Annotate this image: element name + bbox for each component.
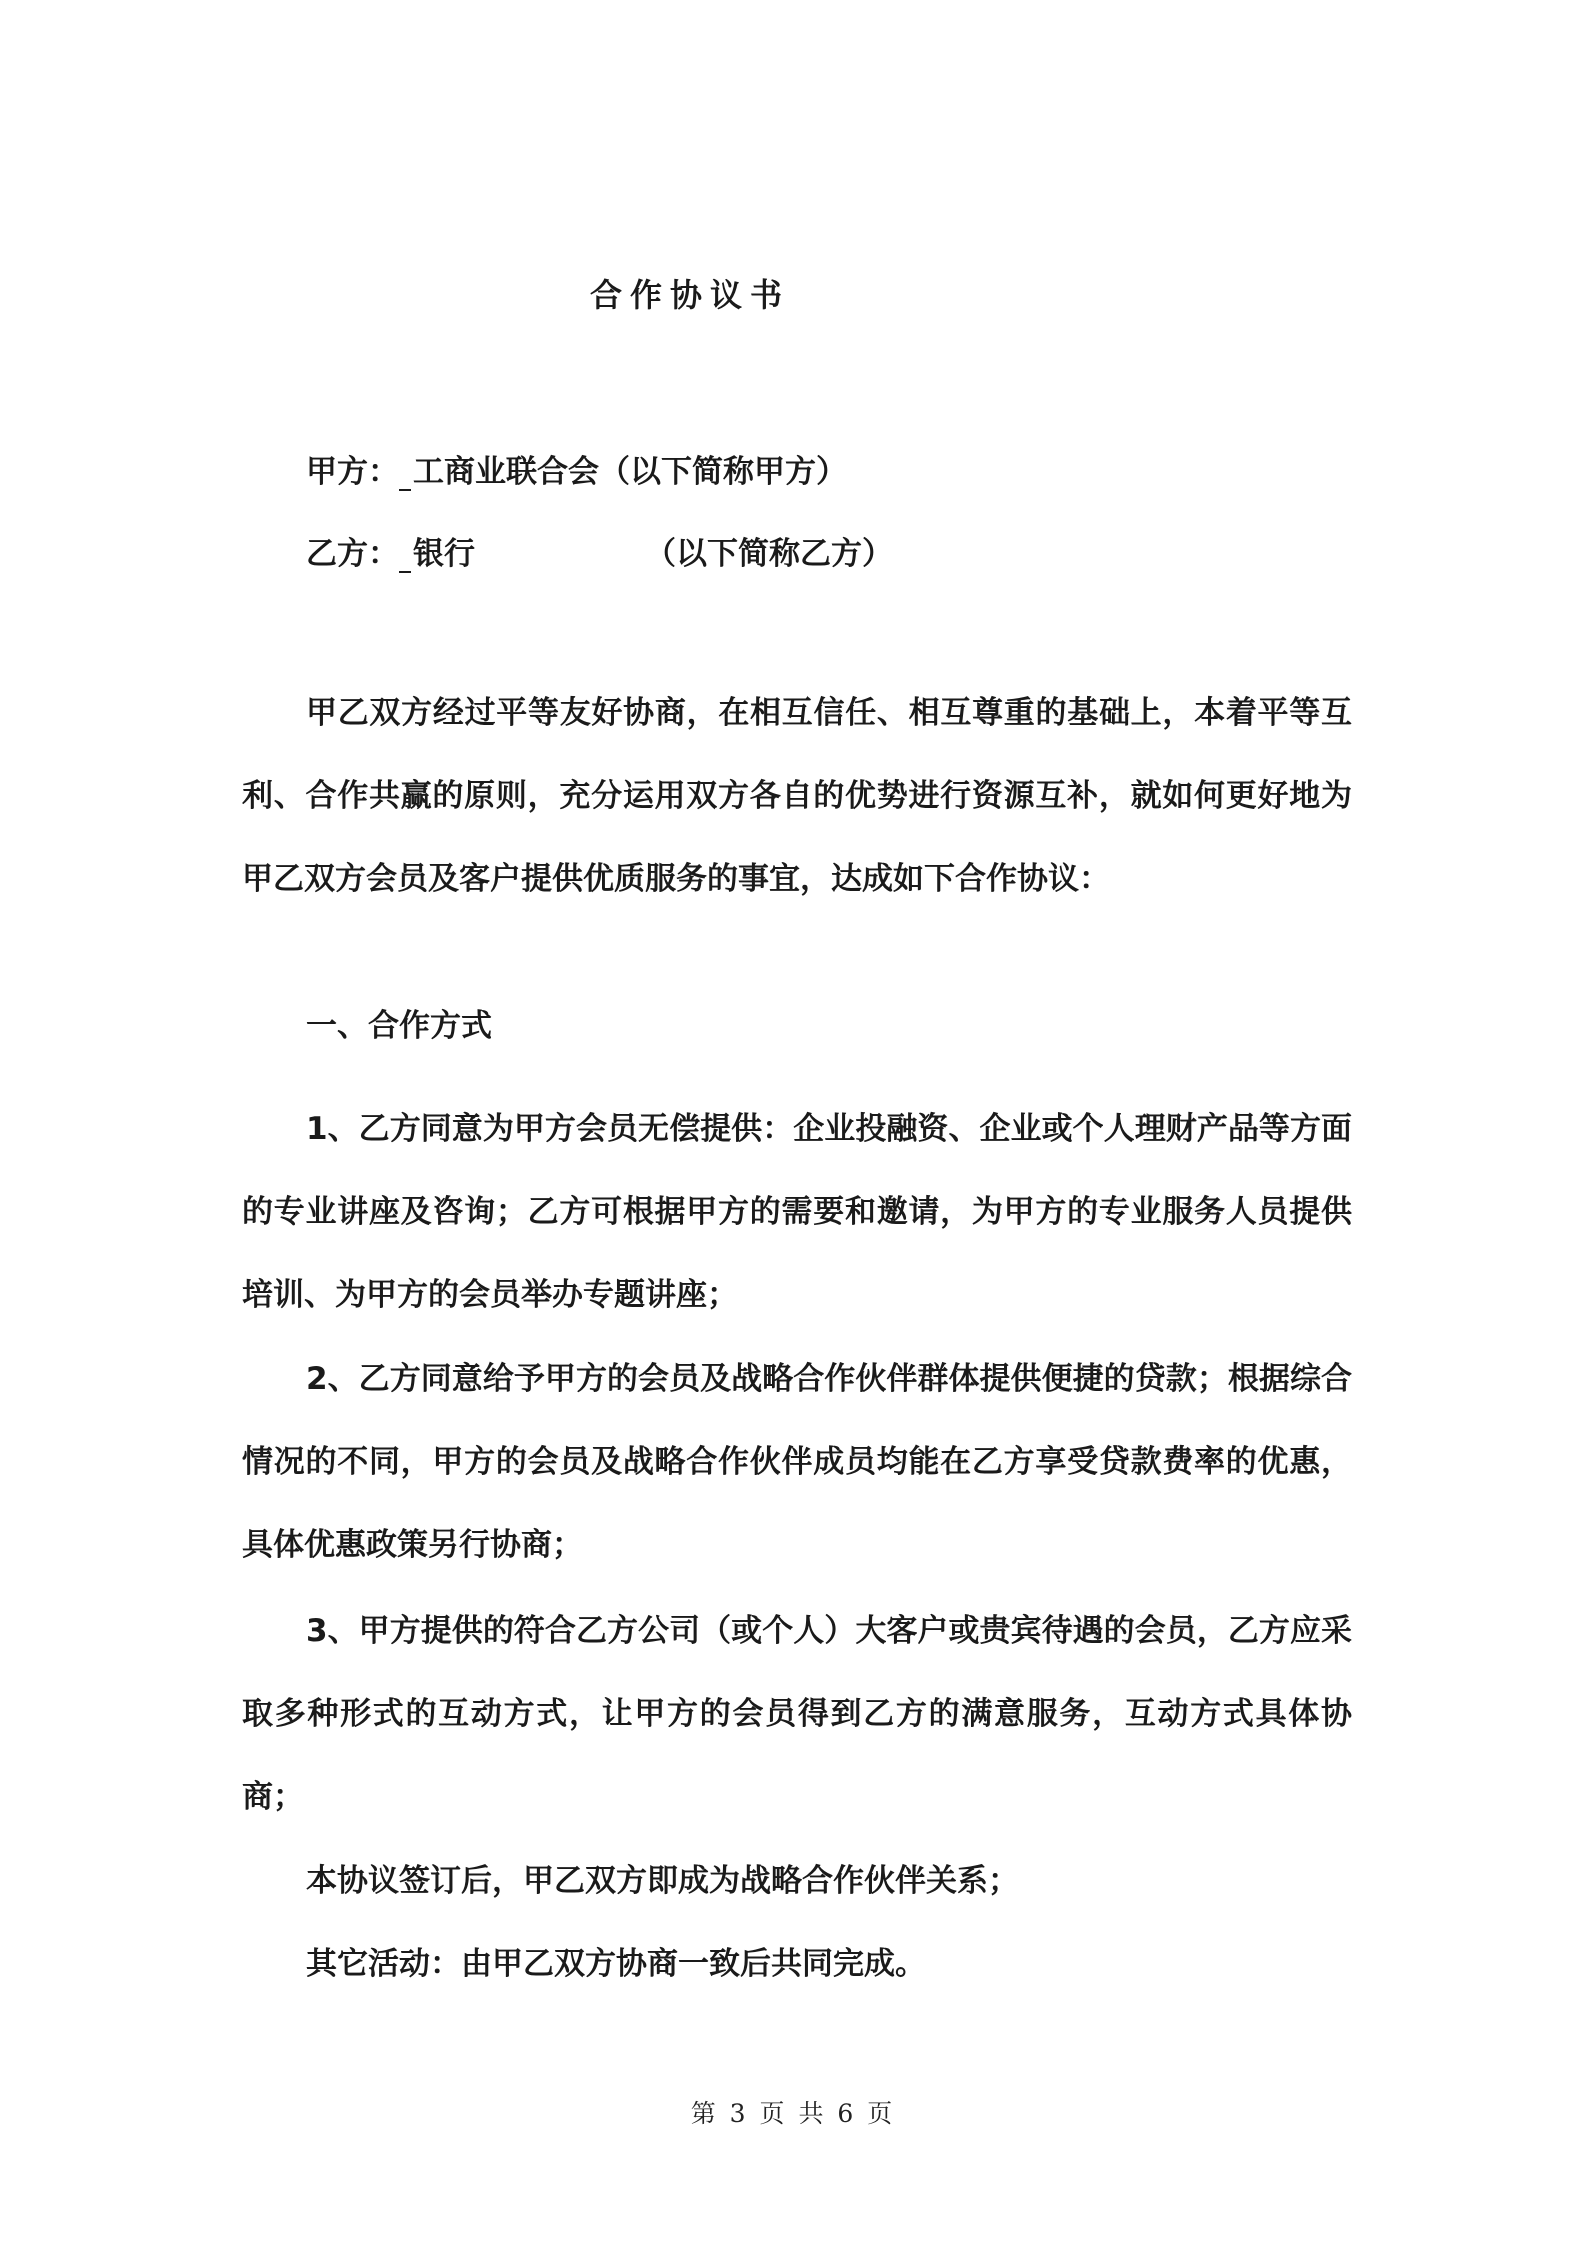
clause-3: 3、甲方提供的符合乙方公司（或个人）大客户或贵宾待遇的会员，乙方应采取多种形式的互动方式，让甲方的会员得到乙方的满意服务，互动方式具体协商； [242,1613,1352,1815]
section-heading: 一、合作方式 [306,1008,492,1044]
clause-other-activities: 其它活动：由甲乙双方协商一致后共同完成。 [306,1946,926,1982]
party-a-label: 甲方： [306,454,399,490]
party-b-label: 乙方： [306,536,399,572]
document-title: 合作协议书 [589,276,790,314]
party-b-line [306,528,893,573]
party-a-blank [399,455,411,491]
party-b-blank [399,537,411,573]
clause-1: 1、乙方同意为甲方会员无偿提供：企业投融资、企业或个人理财产品等方面的专业讲座及咨询；乙方可根据甲方的需要和邀请，为甲方的专业服务人员提供培训、为甲方的会员举办专题讲座； [242,1111,1352,1313]
party-b-note: （以下简称乙方） [645,536,893,572]
clause-partnership: 本协议签订后，甲乙双方即成为战略合作伙伴关系； [306,1863,1019,1899]
intro-paragraph: 甲乙双方经过平等友好协商，在相互信任、相互尊重的基础上，本着平等互利、合作共赢的原则，充分运用双方各自的优势进行资源互补，就如何更好地为甲乙双方会员及客户提供优质服务的事宜，达成如下合作协议： [242,695,1352,897]
clause-2: 2、乙方同意给予甲方的会员及战略合作伙伴群体提供便捷的贷款；根据综合情况的不同，甲方的会员及战略合作伙伴成员均能在乙方享受贷款费率的优惠，具体优惠政策另行协商； [242,1361,1352,1563]
party-a-name: 工商业联合会 [413,454,599,490]
page-number: 第 3 页 共 6 页 [690,2099,896,2128]
party-b-name: 银行 [413,536,475,572]
party-a-note: （以下简称甲方） [599,454,847,490]
party-a-line [306,446,847,491]
